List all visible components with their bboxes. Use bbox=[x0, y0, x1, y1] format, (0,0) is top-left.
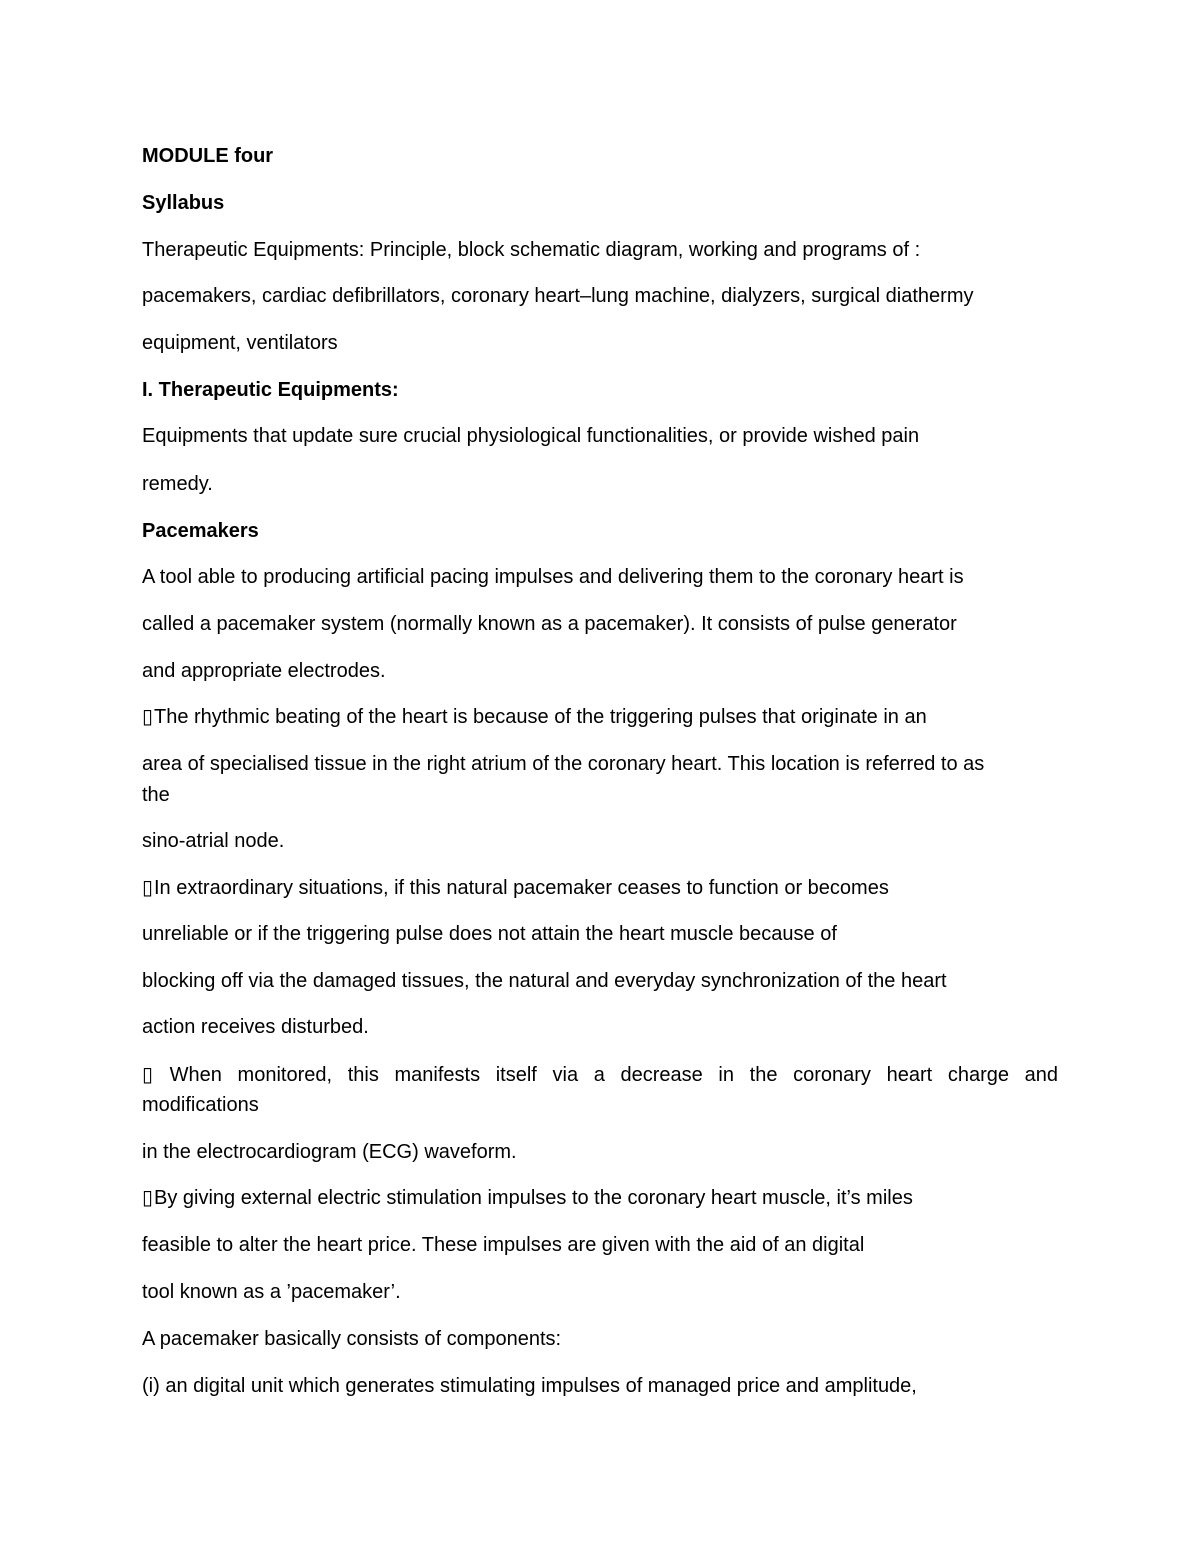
bullet-4-text: By giving external electric stimulation impulses to the coronary heart muscle, it’s miles bbox=[154, 1187, 913, 1209]
bullet-3-line-2: modifications bbox=[142, 1094, 259, 1116]
module-title: MODULE four bbox=[142, 145, 274, 167]
syllabus-line-2: pacemakers, cardiac defibrillators, coronary heart–lung machine, dialyzers, surgical diathermy bbox=[142, 285, 974, 307]
bullet-2-line-4: action receives disturbed. bbox=[142, 1016, 369, 1038]
bullet-1-line-2: area of specialised tissue in the right atrium of the coronary heart. This location is referred to as bbox=[142, 753, 985, 775]
intro-line-3: and appropriate electrodes. bbox=[142, 660, 386, 682]
bullet-2-text: In extraordinary situations, if this natural pacemaker ceases to function or becomes bbox=[154, 877, 889, 899]
bullet-1-line-1 bbox=[142, 705, 927, 729]
bullet-1-line-4: sino-atrial node. bbox=[142, 830, 285, 852]
definition-line-2: remedy. bbox=[142, 473, 213, 495]
bullet-glyph: ▯ bbox=[142, 706, 154, 728]
bullet-4-line-2: feasible to alter the heart price. These impulses are given with the aid of an digital bbox=[142, 1234, 865, 1256]
bullet-4-line-3: tool known as a ’pacemaker’. bbox=[142, 1281, 401, 1303]
components-line: A pacemaker basically consists of components: bbox=[142, 1328, 562, 1350]
bullet-glyph: ▯ bbox=[142, 1064, 154, 1086]
bullet-3-text: When monitored, this manifests itself via a decrease in the coronary heart charge and bbox=[169, 1064, 1058, 1086]
bullet-2-line-2: unreliable or if the triggering pulse does not attain the heart muscle because of bbox=[142, 923, 837, 945]
syllabus-line-3: equipment, ventilators bbox=[142, 332, 338, 354]
bullet-glyph: ▯ bbox=[142, 1187, 154, 1209]
bullet-1-text: The rhythmic beating of the heart is because of the triggering pulses that originate in an bbox=[154, 706, 927, 728]
bullet-3-line-1 bbox=[142, 1063, 1058, 1087]
bullet-2-line-3: blocking off via the damaged tissues, the natural and everyday synchronization of the heart bbox=[142, 970, 947, 992]
syllabus-line-1: Therapeutic Equipments: Principle, block schematic diagram, working and programs of : bbox=[142, 239, 921, 261]
intro-line-1: A tool able to producing artificial pacing impulses and delivering them to the coronary heart is bbox=[142, 566, 964, 588]
bullet-4-line-1 bbox=[142, 1186, 913, 1210]
section-heading: I. Therapeutic Equipments: bbox=[142, 379, 399, 401]
pacemakers-heading: Pacemakers bbox=[142, 520, 259, 542]
definition-line-1: Equipments that update sure crucial physiological functionalities, or provide wished pain bbox=[142, 425, 920, 447]
component-i-line: (i) an digital unit which generates stimulating impulses of managed price and amplitude, bbox=[142, 1375, 917, 1397]
syllabus-heading: Syllabus bbox=[142, 192, 225, 214]
bullet-2-line-1 bbox=[142, 876, 889, 900]
bullet-3-line-3: in the electrocardiogram (ECG) waveform. bbox=[142, 1141, 517, 1163]
bullet-1-line-3: the bbox=[142, 784, 170, 806]
intro-line-2: called a pacemaker system (normally known as a pacemaker). It consists of pulse generator bbox=[142, 613, 957, 635]
bullet-glyph: ▯ bbox=[142, 877, 154, 899]
